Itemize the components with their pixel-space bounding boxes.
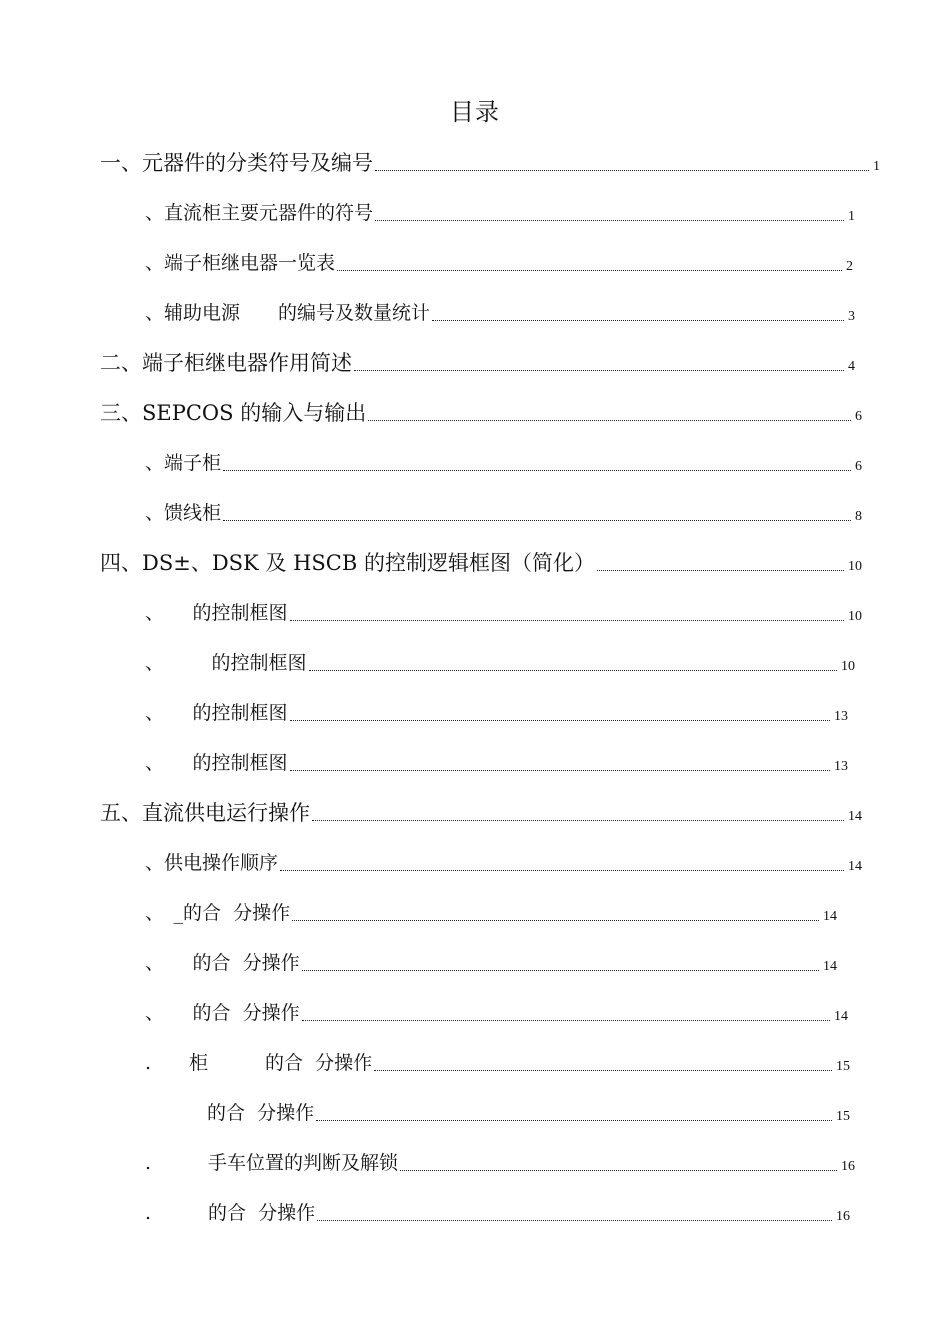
- toc-entry[interactable]: [145, 895, 837, 925]
- toc-entry-page: 13: [834, 759, 848, 774]
- toc-entry-page: 15: [836, 1059, 850, 1074]
- toc-entry-label: 、 的控制框图: [145, 652, 307, 674]
- toc-entry-page: 14: [823, 959, 837, 974]
- toc-entry[interactable]: [100, 545, 862, 575]
- page-title: 目录: [450, 98, 500, 126]
- toc-entry[interactable]: [145, 1195, 850, 1225]
- toc-entry-label: 、馈线柜: [145, 502, 222, 524]
- toc-entry-label: . 柜 的合 分操作: [145, 1052, 373, 1074]
- toc-entry-label: 、 _的合 分操作: [145, 902, 291, 924]
- toc-entry[interactable]: [145, 1145, 855, 1175]
- toc-entry-label: . 手车位置的判断及解锁: [145, 1152, 399, 1174]
- toc-entry-label: 、 的合 分操作: [145, 952, 300, 974]
- toc-entry-page: 14: [823, 909, 837, 924]
- toc-entry-label: 、端子柜: [145, 452, 222, 474]
- toc-entry-label: 四、DS±、DSK 及 HSCB 的控制逻辑框图（简化）: [100, 551, 595, 575]
- toc-entry[interactable]: [145, 595, 862, 625]
- toc-entry-page: 1: [873, 159, 880, 174]
- toc-entry-page: 2: [846, 259, 853, 274]
- toc-entry-label: 、辅助电源 的编号及数量统计: [145, 302, 431, 324]
- toc-entry[interactable]: [145, 245, 853, 275]
- dot-leader: [223, 470, 851, 471]
- dot-leader: [312, 820, 844, 821]
- toc-entry[interactable]: [145, 645, 855, 675]
- toc-entry[interactable]: [145, 495, 862, 525]
- toc-entry[interactable]: [100, 795, 862, 825]
- dot-leader: [354, 370, 844, 371]
- dot-leader: [375, 170, 869, 171]
- dot-leader: [290, 770, 830, 771]
- toc-entry[interactable]: [145, 845, 862, 875]
- dot-leader: [223, 520, 851, 521]
- toc-entry-page: 3: [848, 309, 855, 324]
- toc-entry-page: 14: [834, 1009, 848, 1024]
- toc-entry-page: 6: [855, 459, 862, 474]
- dot-leader: [290, 620, 844, 621]
- toc-entry-label: 、 的合 分操作: [145, 1002, 300, 1024]
- dot-leader: [400, 1170, 837, 1171]
- toc-entry-label: 一、元器件的分类符号及编号: [100, 151, 373, 175]
- toc-entry-page: 16: [841, 1159, 855, 1174]
- dot-leader: [290, 720, 830, 721]
- toc-entry-page: 10: [848, 559, 862, 574]
- toc-entry-label: 、直流柜主要元器件的符号: [145, 202, 374, 224]
- toc-entry-page: 6: [855, 409, 862, 424]
- dot-leader: [374, 1070, 832, 1071]
- toc-entry[interactable]: [145, 445, 862, 475]
- toc-entry[interactable]: [145, 995, 848, 1025]
- toc-entry-label: 、 的控制框图: [145, 602, 288, 624]
- dot-leader: [302, 1020, 830, 1021]
- toc-entry-label: . 的合 分操作: [145, 1202, 316, 1224]
- toc-entry[interactable]: [145, 295, 855, 325]
- dot-leader: [337, 270, 842, 271]
- dot-leader: [316, 1120, 832, 1121]
- toc-entry[interactable]: [100, 395, 862, 425]
- dot-leader: [597, 570, 844, 571]
- toc-entry-label: 、 的控制框图: [145, 752, 288, 774]
- toc-entry-page: 14: [848, 809, 862, 824]
- toc-entry-page: 13: [834, 709, 848, 724]
- dot-leader: [432, 320, 844, 321]
- toc-entry[interactable]: [100, 145, 880, 175]
- toc-entry-page: 14: [848, 859, 862, 874]
- toc-entry-page: 10: [841, 659, 855, 674]
- dot-leader: [302, 970, 819, 971]
- toc-entry[interactable]: [145, 695, 848, 725]
- toc-entry-page: 8: [855, 509, 862, 524]
- toc-entry-label: 三、SEPCOS 的输入与输出: [100, 401, 367, 425]
- toc-entry-label: 、端子柜继电器一览表: [145, 252, 336, 274]
- toc-entry[interactable]: [145, 195, 855, 225]
- dot-leader: [292, 920, 819, 921]
- toc-entry[interactable]: [145, 945, 837, 975]
- toc-entry-page: 15: [836, 1109, 850, 1124]
- toc-entry[interactable]: [145, 1045, 850, 1075]
- toc-entry-label: 二、端子柜继电器作用简述: [100, 351, 352, 375]
- toc-entry-label: 的合 分操作: [207, 1102, 315, 1124]
- toc-entry[interactable]: [100, 345, 855, 375]
- dot-leader: [309, 670, 837, 671]
- dot-leader: [317, 1220, 832, 1221]
- toc-entry[interactable]: [207, 1095, 850, 1125]
- toc-entry-label: 、 的控制框图: [145, 702, 288, 724]
- toc-entry-page: 10: [848, 609, 862, 624]
- dot-leader: [375, 220, 844, 221]
- dot-leader: [280, 870, 844, 871]
- toc-entry-label: 五、直流供电运行操作: [100, 801, 310, 825]
- toc-entry[interactable]: [145, 745, 848, 775]
- dot-leader: [368, 420, 851, 421]
- toc-entry-page: 1: [848, 209, 855, 224]
- toc-entry-page: 4: [848, 359, 855, 374]
- toc-entry-page: 16: [836, 1209, 850, 1224]
- toc-entry-label: 、供电操作顺序: [145, 852, 279, 874]
